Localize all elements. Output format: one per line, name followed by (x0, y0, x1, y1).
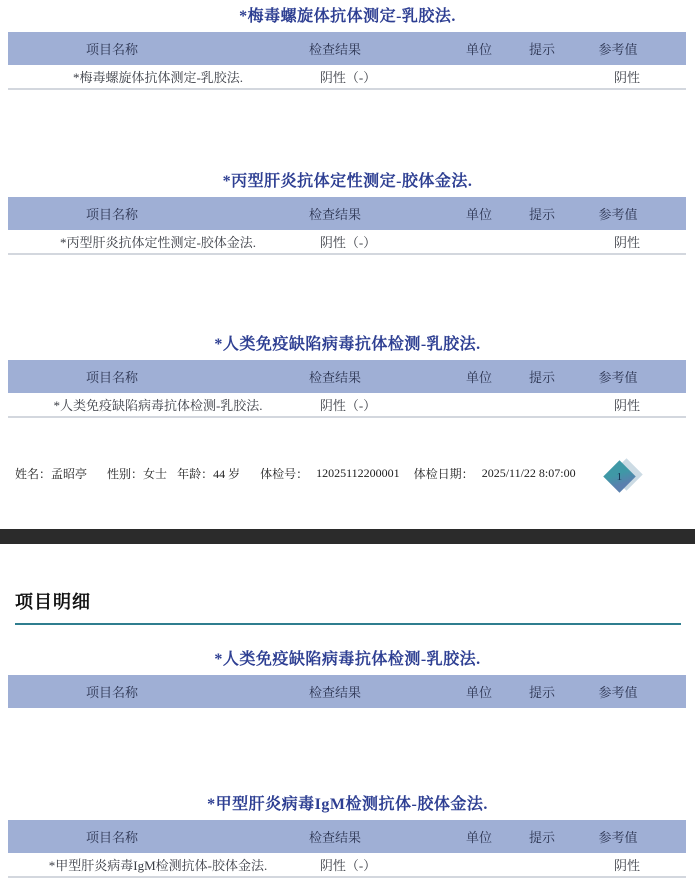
col-header-unit: 单位 (465, 207, 492, 222)
results-table (8, 197, 686, 255)
cell-item-name: *人类免疫缺陷病毒抗体检测-乳胶法. (53, 398, 263, 413)
table-header-row (8, 820, 686, 853)
table-row (8, 393, 686, 418)
cell-reference: 阴性 (613, 398, 640, 413)
exam-no-label: 体检号： (260, 467, 309, 481)
section-title: *丙型肝炎抗体定性测定-胶体金法. (222, 173, 473, 190)
cell-item-name: *丙型肝炎抗体定性测定-胶体金法. (59, 235, 257, 250)
results-table (8, 360, 686, 418)
col-header-item-name: 项目名称 (85, 370, 138, 385)
report-page-2 (0, 588, 695, 883)
col-header-reference: 参考值 (598, 370, 638, 385)
section-syphilis (0, 6, 695, 90)
col-header-hint: 提示 (528, 685, 555, 700)
section-hepatitis-a (0, 794, 695, 878)
col-header-result: 检查结果 (308, 830, 361, 845)
col-header-unit: 单位 (465, 685, 492, 700)
page-number: 1 (616, 470, 623, 483)
page-break-divider (0, 529, 695, 544)
col-header-reference: 参考值 (598, 830, 638, 845)
table-row (8, 230, 686, 255)
table-header-row (8, 360, 686, 393)
page-number-marker (605, 462, 641, 494)
cell-result: 阴性（-） (319, 70, 377, 85)
cell-reference: 阴性 (613, 70, 640, 85)
report-page-1 (0, 6, 695, 529)
table-header-row (8, 197, 686, 230)
cell-result: 阴性（-） (319, 858, 377, 873)
exam-number: 12025112200001 (316, 466, 400, 480)
col-header-item-name: 项目名称 (85, 830, 138, 845)
col-header-unit: 单位 (465, 370, 492, 385)
col-header-result: 检查结果 (308, 370, 361, 385)
table-header-row (8, 675, 686, 708)
results-table (8, 32, 686, 90)
section-title: *人类免疫缺陷病毒抗体检测-乳胶法. (214, 651, 481, 668)
col-header-result: 检查结果 (308, 685, 361, 700)
name-label: 姓名： (15, 467, 52, 481)
section-title: *人类免疫缺陷病毒抗体检测-乳胶法. (214, 336, 481, 353)
col-header-hint: 提示 (528, 42, 555, 57)
col-header-reference: 参考值 (598, 42, 638, 57)
cell-reference: 阴性 (613, 235, 640, 250)
patient-age: 44 岁 (213, 467, 241, 481)
detail-section-heading: 项目明细 (15, 588, 681, 625)
table-row (8, 65, 686, 90)
col-header-item-name: 项目名称 (85, 685, 138, 700)
section-title: *梅毒螺旋体抗体测定-乳胶法. (239, 8, 456, 25)
exam-date-label: 体检日期： (413, 467, 474, 481)
col-header-hint: 提示 (528, 830, 555, 845)
patient-info-footer (15, 465, 605, 482)
results-table (8, 675, 686, 708)
cell-item-name: *甲型肝炎病毒IgM检测抗体-胶体金法. (48, 858, 268, 873)
col-header-hint: 提示 (528, 207, 555, 222)
exam-date: 2025/11/22 8:07:00 (481, 466, 576, 480)
results-table (8, 820, 686, 878)
gender-label: 性别： (107, 467, 144, 481)
table-row (8, 853, 686, 878)
cell-result: 阴性（-） (319, 235, 377, 250)
cell-result: 阴性（-） (319, 398, 377, 413)
col-header-result: 检查结果 (308, 207, 361, 222)
col-header-item-name: 项目名称 (85, 42, 138, 57)
section-hiv (0, 334, 695, 418)
age-label: 年龄： (177, 467, 214, 481)
col-header-item-name: 项目名称 (85, 207, 138, 222)
col-header-unit: 单位 (465, 42, 492, 57)
section-hepatitis-c (0, 171, 695, 255)
section-title: *甲型肝炎病毒IgM检测抗体-胶体金法. (207, 796, 488, 813)
section-hiv-detail (0, 649, 695, 708)
patient-gender: 女士 (143, 467, 168, 481)
col-header-hint: 提示 (528, 370, 555, 385)
patient-name: 孟昭亭 (51, 467, 88, 481)
col-header-result: 检查结果 (308, 42, 361, 57)
cell-item-name: *梅毒螺旋体抗体测定-乳胶法. (72, 70, 244, 85)
cell-reference: 阴性 (613, 858, 640, 873)
table-header-row (8, 32, 686, 65)
col-header-reference: 参考值 (598, 685, 638, 700)
col-header-reference: 参考值 (598, 207, 638, 222)
col-header-unit: 单位 (465, 830, 492, 845)
